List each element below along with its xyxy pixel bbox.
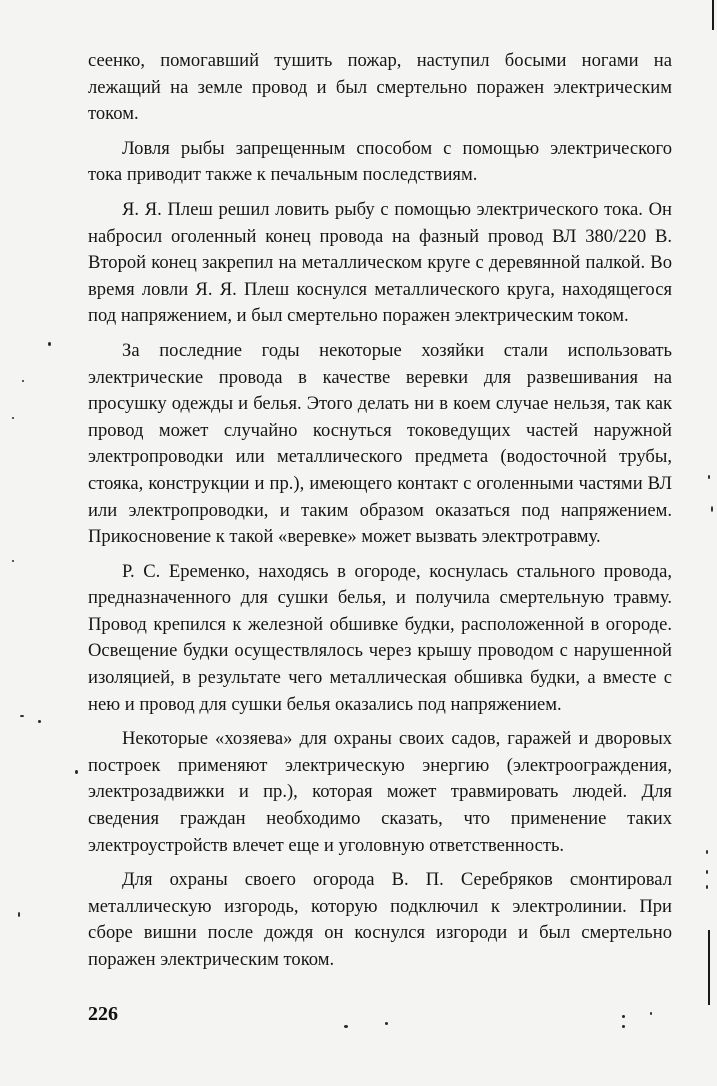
scan-speck [706,850,708,854]
scan-speck [75,770,78,774]
scan-speck [18,912,20,917]
scan-speck [12,417,14,419]
body-text [88,48,672,974]
paragraph-clothesline: За последние годы некоторые хозяйки стали использовать электрические провода в качестве веревки для развешивания на просушку одежды и белья. Этого делать ни в коем случае нельзя, так как провод может случайно коснуться токоведущих частей наружной электропроводки или металлического предмета (водосточной трубы, стояка, конструкции и пр.), имеющего контакт с оголенными частями ВЛ или электропроводки, и таким образом оказаться под напряжением. Прикосновение к такой «веревке» может вызвать электротравму. [88,339,672,548]
scan-speck [708,475,710,479]
scan-speck [385,1022,388,1025]
scan-speck [622,1015,625,1018]
scan-speck [650,1012,652,1015]
scan-speck [38,720,41,723]
scan-speck [344,1025,348,1028]
paragraph-continued: сеенко, помогавший тушить пожар, наступил босыми ногами на лежащий на земле провод и был смертельно поражен электрическим током. [88,50,672,125]
scan-speck [622,1025,625,1028]
scan-speck [706,870,708,874]
scan-speck [12,560,14,562]
paragraph-eremenko-case: Р. С. Еременко, находясь в огороде, коснулась стального провода, предназначенного для сушки белья, и получила смертельную травму. Провод крепился к железной обшивке будки, расположенной в огороде. Освещение будки осуществлялось через крышу проводом с нарушенной изоляцией, в результате чего металлическая обшивка будки, а вместе с нею и провод для сушки белья оказались под напряжением. [88,560,672,715]
page-number: 226 [88,1003,118,1025]
scan-speck [711,506,713,512]
scan-speck [22,380,24,382]
scan-speck [706,885,708,889]
paragraph-plesh-case: Я. Я. Плеш решил ловить рыбу с помощью электрического тока. Он набросил оголенный конец провода на фазный провод ВЛ 380/220 В. Второй конец закрепил на металлическом круге с деревянной палкой. Во время ловли Я. Я. Плеш коснулся металлического круга, находящегося под напряжением, и был смертельно поражен электрическим током. [88,198,672,327]
scan-speck [48,342,51,346]
scan-edge-line [708,930,710,1005]
scan-speck [20,715,24,717]
scan-edge-line [712,0,714,30]
paragraph-fishing: Ловля рыбы запрещенным способом с помощью электрического тока приводит также к печальным последствиям. [88,137,672,186]
paragraph-electric-fences: Некоторые «хозяева» для охраны своих садов, гаражей и дворовых построек применяют электрическую энергию (электроограждения, электрозадвижки и пр.), которая может травмировать людей. Для сведения граждан необходимо сказать, что применение таких электроустройств влечет еще и уголовную ответственность. [88,728,672,856]
paragraph-serebryakov-case: Для охраны своего огорода В. П. Серебряков смонтировал металлическую изгородь, которую подключил к электролинии. При сборе вишни после дождя он коснулся изгороди и был смертельно поражен электрическим током. [88,869,672,970]
